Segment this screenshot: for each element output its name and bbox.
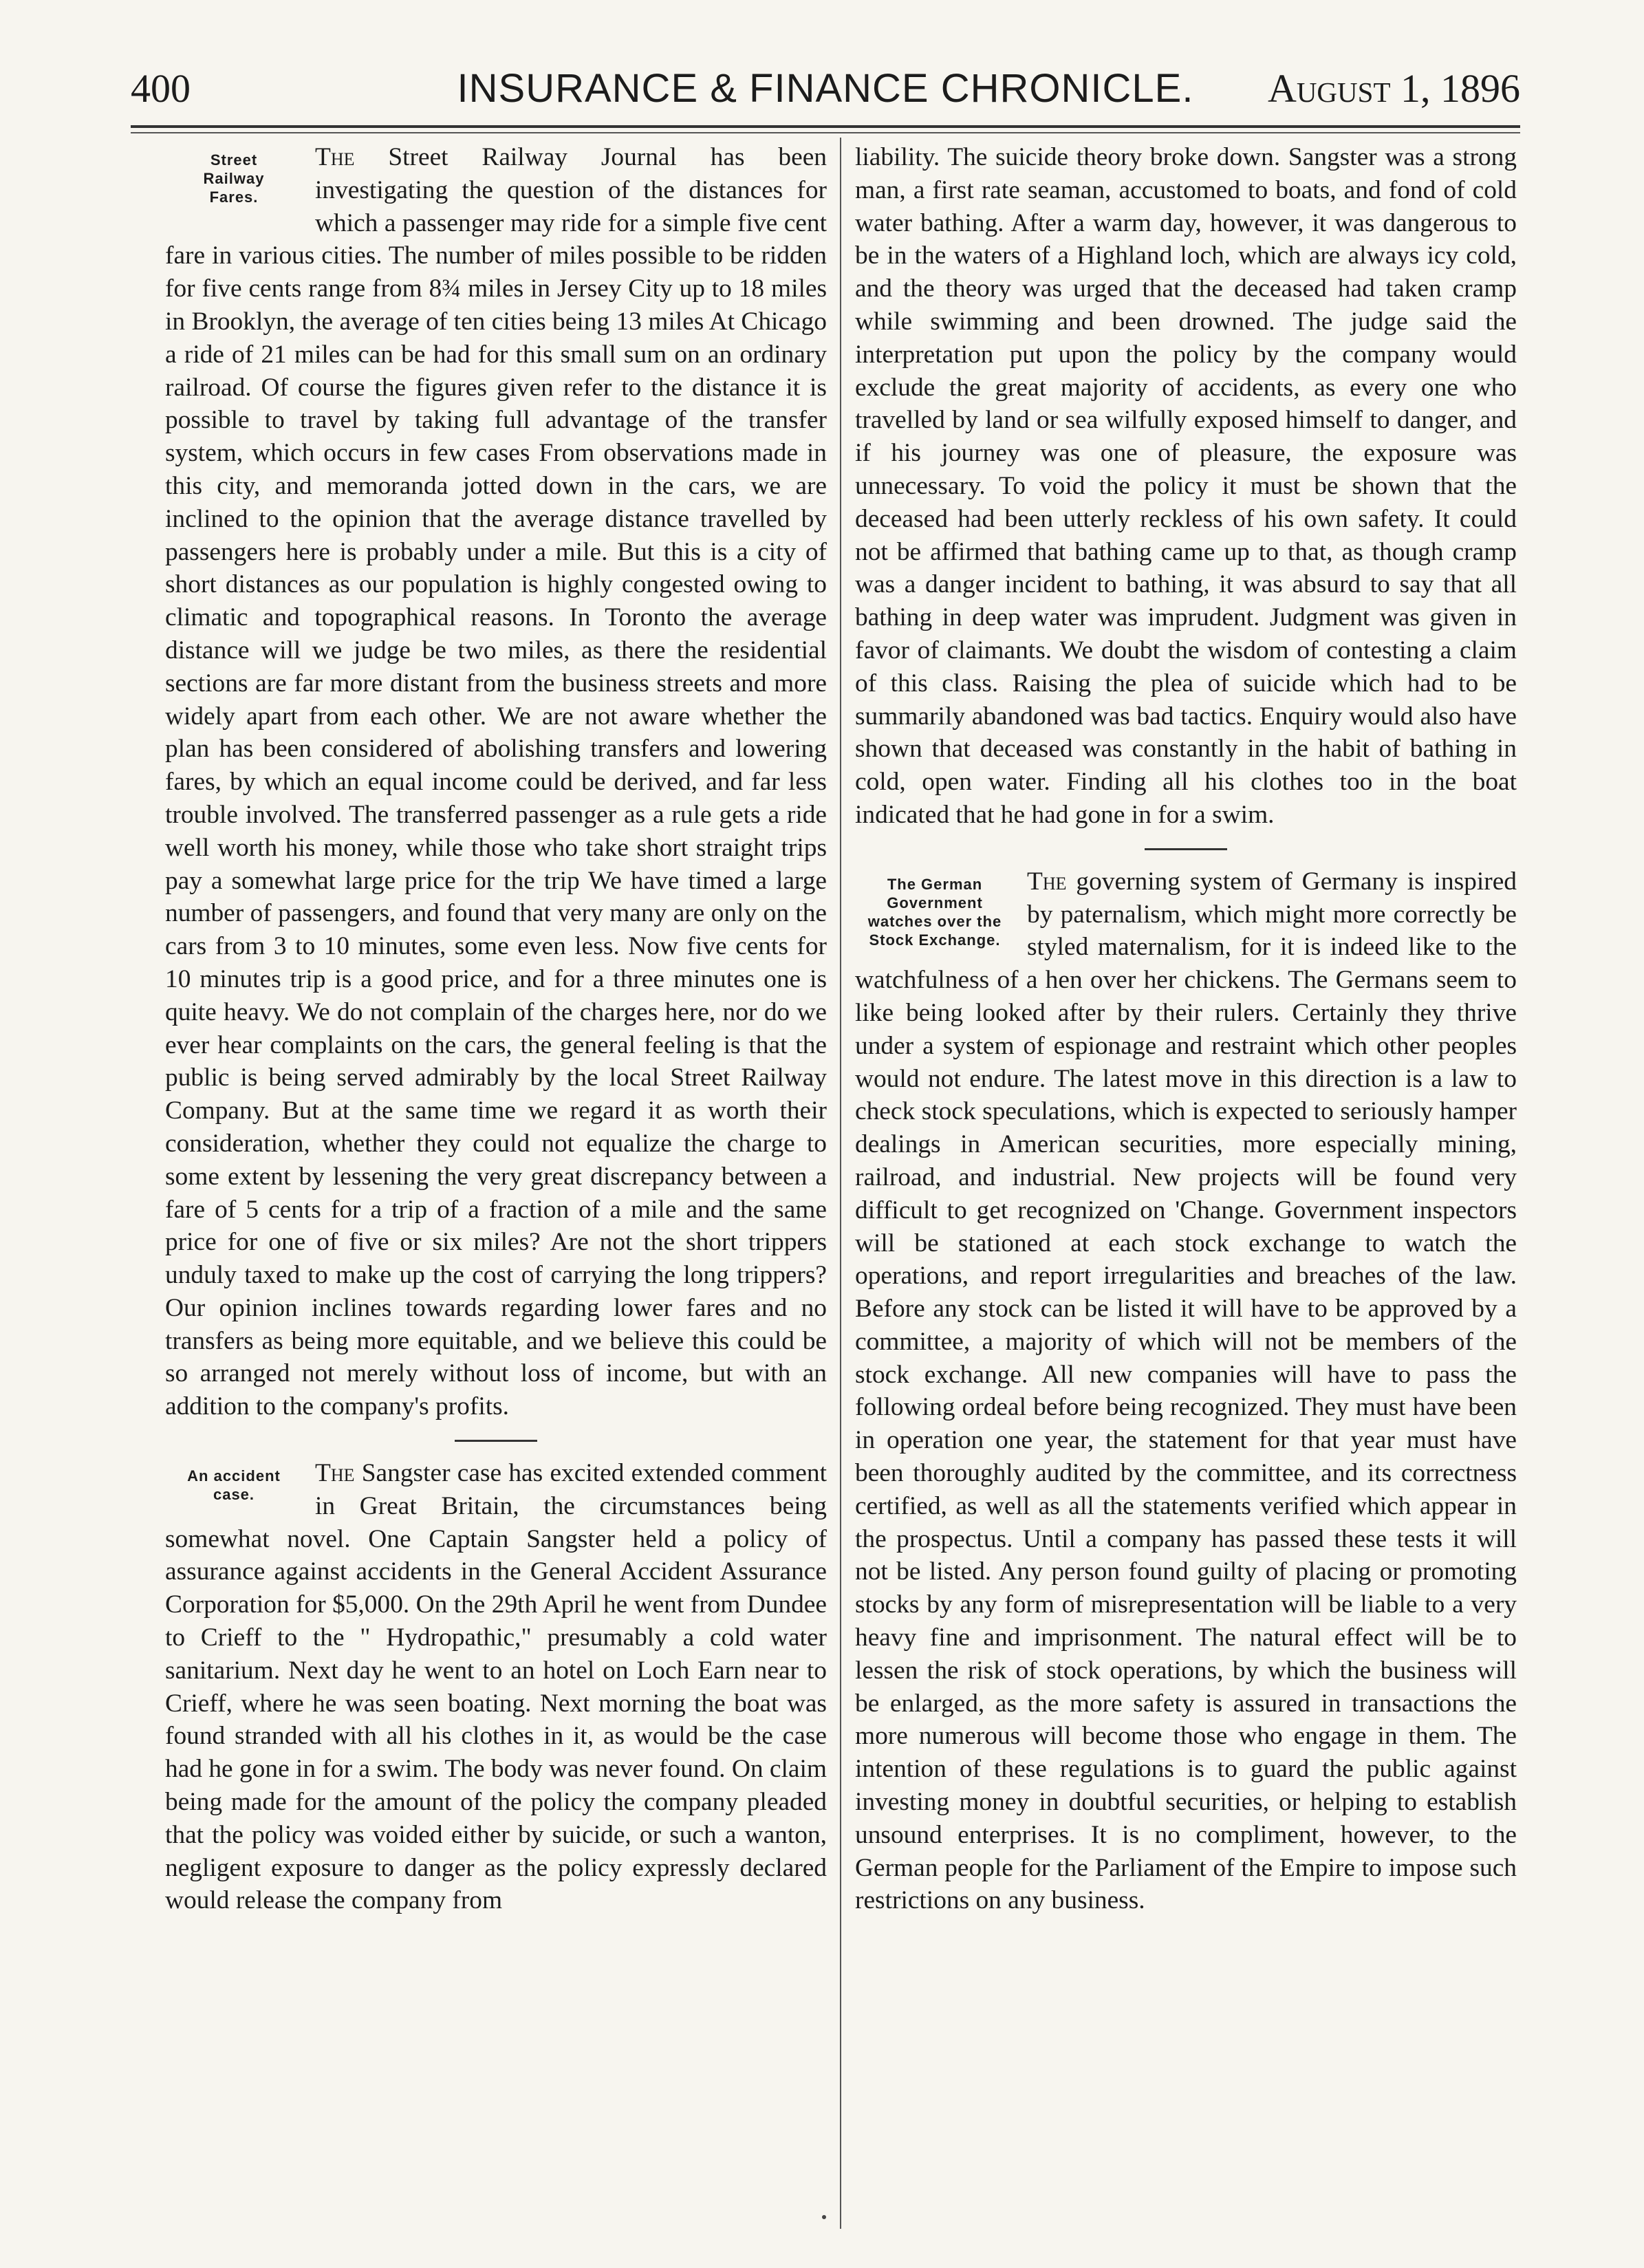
article-body [165,1457,827,1917]
sidenote-street-railway-fares: Street Railway Fares. [203,151,265,206]
left-column [165,141,827,1917]
issue-date: August 1, 1896 [1267,66,1520,111]
page-footer-mark [822,2215,826,2219]
header-rule [131,125,1520,128]
page-header [131,65,1520,120]
article-body [855,865,1517,1918]
lead-word: The [1027,867,1067,896]
sidenote-german-government: The German Government watches over the Stock Exchange. [867,875,1002,949]
article-accident-case-continued [855,141,1517,832]
paragraph-text: governing system of Germany is inspired by paternalism, which might more correctly be styled maternalism, for it is indeed like to the watchfulness of a hen over her chickens. The Germans seem to like being looked after by their rulers. Certainly they thrive under a system of espionage and restraint which other peoples would not endure. The latest move in this direction is a law to check stock speculations, which is expected to seriously hamper dealings in American securities, more especially mining, railroad, and industrial. New projects will be found very difficult to get recognized on 'Change. Government inspectors will be stationed at each stock exchange to watch the operations, and report irregularities and breaches of the law. Before any stock can be listed it will have to be approved by a committee, a majority of which will not be members of the stock exchange. All new companies will have to pass the following ordeal before being recognized. They must have been in operation one year, the statement for that year must have been thoroughly audited by the committee, and its correctness certified, as well as all the statements verified which appear in the prospectus. Until a company has passed these tests it will not be listed. Any person found guilty of placing or promoting stocks by any form of misrepresentation will be liable to a very heavy fine and imprisonment. The natural effect will be to lessen the risk of stock operations, by which the business will be enlarged, as the more safety is assured in transactions the more numerous will become those who engage in them. The intention of these regulations is to guard the public against investing money in doubtful securities, or helping to establish unsound enterprises. It is no compliment, however, to the German people for the Parliament of the Empire to impose such restrictions on any business. [855,867,1517,1915]
lead-word: The [315,143,355,171]
page-number: 400 [131,66,191,111]
paragraph-text: Sangster case has excited extended comment in Great Britain, the circumstances being somewhat novel. One Captain Sangster held a policy of assurance against accidents in the General Accident Assurance Corporation for $5,000. On the 29th April he went from Dundee to Crieff to the " Hydropathic," presumably a cold water sanitarium. Next day he went to an hotel on Loch Earn near to Crieff, where he was seen boating. Next morning the boat was found stranded with all his clothes in it, as would be the case had he gone in for a swim. The body was never found. On claim being made for the amount of the policy the company pleaded that the policy was voided either by suicide, or such a wanton, negligent exposure to danger as the policy expressly declared would release the company from [165,1459,827,1915]
header-rule-thin [131,132,1520,133]
article-street-railway-fares [165,141,827,1423]
sidenote-accident-case: An accident case. [187,1467,281,1504]
column-divider [840,138,841,2229]
article-german-stock-exchange [855,865,1517,1918]
section-divider [455,1440,537,1442]
article-accident-case [165,1457,827,1917]
paragraph-text: Street Railway Journal has been investigating the question of the distances for which a passenger may ride for a simple five cent fare in various cities. The number of miles possible to be ridden for five cents range from 8¾ miles in Jersey City up to 18 miles in Brooklyn, the average of ten cities being 13 miles At Chicago a ride of 21 miles can be had for this small sum on an ordinary railroad. Of course the figures given refer to the distance it is possible to travel by taking full advantage of the transfer system, which occurs in few cases From observations made in this city, and memoranda jotted down in the cars, we are inclined to the opinion that the average distance travelled by passengers here is probably under a mile. But this is a city of short distances as our population is highly congested owing to climatic and topographical reasons. In Toronto the average distance will we judge be two miles, as there the residential sections are far more distant from the business streets and more widely apart from each other. We are not aware whether the plan has been considered of abolishing transfers and lowering fares, by which an equal income could be derived, and far less trouble involved. The transferred passenger as a rule gets a ride well worth his money, while those who take short straight trips pay a somewhat large price for the trip We have timed a large number of passengers, and found that very many are only on the cars from 3 to 10 minutes, some even less. Now five cents for 10 minutes trip is a good price, and for a three minutes one is quite heavy. We do not complain of the charges here, nor do we ever hear complaints on the cars, the general feeling is that the public is being served admirably by the local Street Railway Company. But at the same time we regard it as worth their consideration, whether they could not equalize the charge to some extent by lessening the very great discrepancy between a fare of 5 cents for a trip of a fraction of a mile and the same price for one of five or six miles? Are not the short trippers unduly taxed to make up the cost of carrying the long trippers? Our opinion inclines towards regarding lower fares and no transfers as being more equitable, and we believe this could be so arranged not merely without loss of income, but with an addition to the company's profits. [165,143,827,1421]
section-divider [1145,848,1227,850]
lead-word: The [315,1459,355,1488]
article-body [165,141,827,1423]
publication-title: INSURANCE & FINANCE CHRONICLE. [457,66,1194,111]
right-column [855,141,1517,1917]
article-body: liability. The suicide theory broke down. Sangster was a strong man, a first rate seaman, accustomed to boats, and fond of cold water bathing. After a warm day, however, it was dangerous to be in the waters of a Highland loch, which are always icy cold, and the theory was urged that the deceased had taken cramp while swimming and been drowned. The judge said the interpretation put upon the policy by the company would exclude the great majority of accidents, as every one who travelled by land or sea wilfully exposed himself to danger, and if his journey was one of pleasure, the exposure was unnecessary. To void the policy it must be shown that the deceased had been utterly reckless of his own safety. It could not be affirmed that bathing came up to that, as though cramp was a danger incident to bathing, it was absurd to say that all bathing in deep water was imprudent. Judgment was given in favor of claimants. We doubt the wisdom of contesting a claim of this class. Raising the plea of suicide which had to be summarily abandoned was bad tactics. Enquiry would also have shown that deceased was constantly in the habit of bathing in cold, open water. Finding all his clothes too in the boat indicated that he had gone in for a swim. [855,143,1517,829]
